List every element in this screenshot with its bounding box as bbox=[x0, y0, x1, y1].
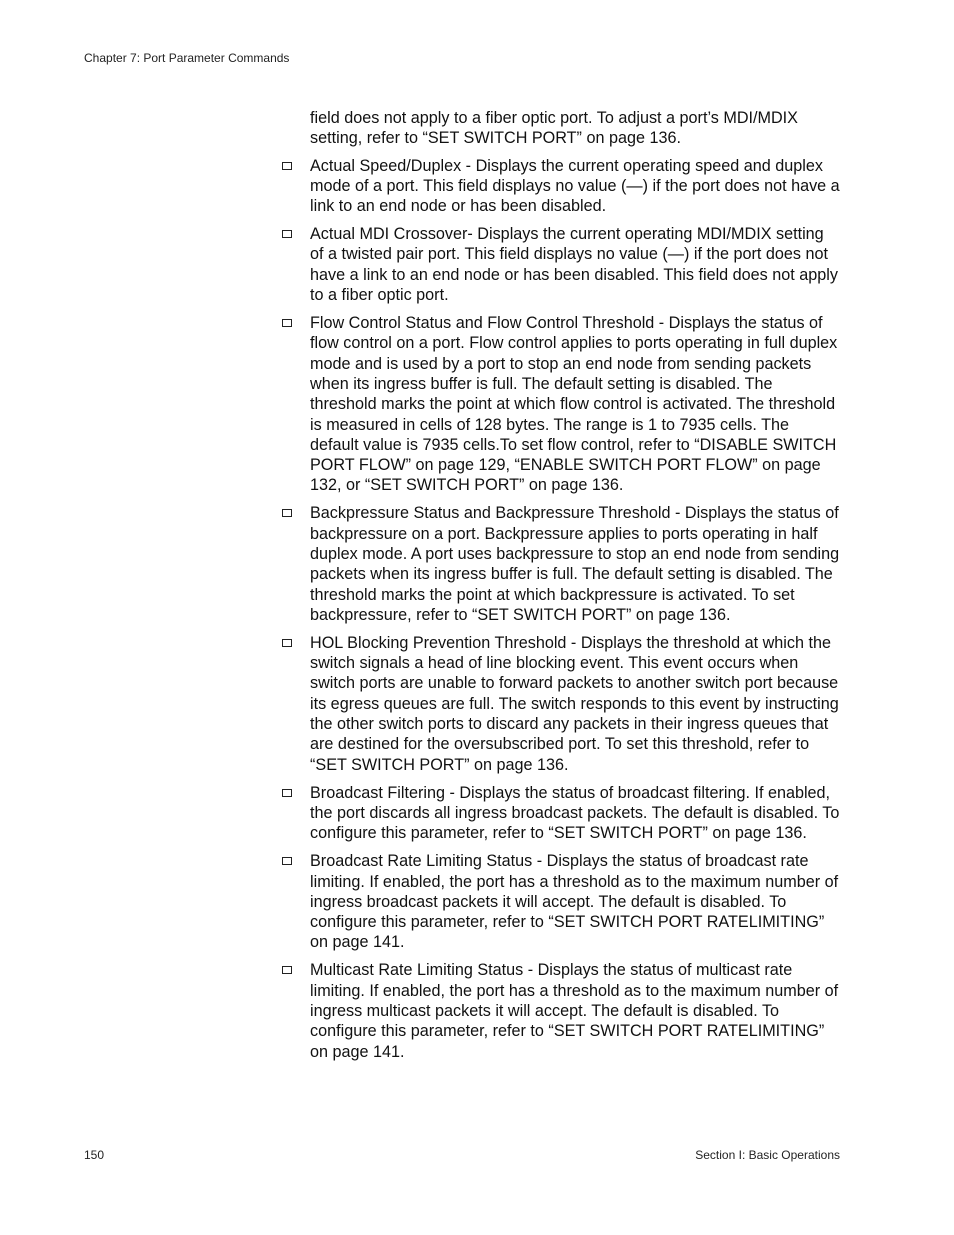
list-item bbox=[281, 224, 841, 305]
continuation-paragraph: field does not apply to a fiber optic port. To adjust a port’s MDI/MDIX setting, refer to “SET SWITCH PORT” on page 136. bbox=[310, 109, 798, 148]
footer-section-title: Section I: Basic Operations bbox=[695, 1148, 840, 1162]
running-header-chapter: Chapter 7: Port Parameter Commands bbox=[84, 51, 290, 65]
list-item bbox=[281, 503, 841, 625]
footer-page-number: 150 bbox=[84, 1148, 105, 1162]
parameter-list bbox=[281, 156, 841, 1062]
list-item-text: Actual MDI Crossover- Displays the current operating MDI/MDIX setting of a twisted pair port. This field displays no value (—) if the port does not have a link to an end node or has been disabled. This field does not apply to a fiber optic port. bbox=[310, 225, 838, 305]
list-item-text: Flow Control Status and Flow Control Threshold - Displays the status of flow control on a port. Flow control applies to ports operating in full duplex mode and is used by a port to stop an end node from sending packets when its ingress buffer is full. The default setting is disabled. The threshold marks the point at which flow control is activated. The threshold is measured in cells of 128 bytes. The range is 1 to 7935 cells. The default value is 7935 cells.To set flow control, refer to “DISABLE SWITCH PORT FLOW” on page 129, “ENABLE SWITCH PORT FLOW” on page 132, or “SET SWITCH PORT” on page 136. bbox=[310, 314, 838, 495]
checkbox-square-icon bbox=[282, 230, 292, 238]
list-item bbox=[281, 313, 841, 496]
list-item-text: Broadcast Rate Limiting Status - Displays the status of broadcast rate limiting. If enabled, the port has a threshold as to the maximum number of ingress broadcast packets it will accept. The default is disabled. To configure this parameter, refer to “SET SWITCH PORT RATELIMITING” on page 141. bbox=[310, 852, 839, 952]
document-body bbox=[281, 108, 841, 1070]
checkbox-square-icon bbox=[282, 966, 292, 974]
list-item bbox=[281, 633, 841, 775]
list-item-text: Broadcast Filtering - Displays the status of broadcast filtering. If enabled, the port discards all ingress broadcast packets. The default is disabled. To configure this parameter, refer to “SET SWITCH PORT” on page 136. bbox=[310, 783, 840, 843]
list-item-text: Backpressure Status and Backpressure Threshold - Displays the status of backpressure on a port. Backpressure applies to ports operating in half duplex mode. A port uses backpressure to stop an end node from sending packets when its ingress buffer is full. The default setting is disabled. The threshold marks the point at which backpressure is activated. To set backpressure, refer to “SET SWITCH PORT” on page 136. bbox=[310, 504, 840, 624]
list-item bbox=[281, 783, 841, 844]
list-item bbox=[281, 960, 841, 1061]
list-item-text: Multicast Rate Limiting Status - Displays the status of multicast rate limiting. If enabled, the port has a threshold as to the maximum number of ingress multicast packets it will accept. The default is disabled. To configure this parameter, refer to “SET SWITCH PORT RATELIMITING” on page 141. bbox=[310, 961, 839, 1061]
list-item bbox=[281, 156, 841, 217]
checkbox-square-icon bbox=[282, 789, 292, 797]
checkbox-square-icon bbox=[282, 857, 292, 865]
checkbox-square-icon bbox=[282, 319, 292, 327]
checkbox-square-icon bbox=[282, 639, 292, 647]
list-item-text: HOL Blocking Prevention Threshold - Displays the threshold at which the switch signals a head of line blocking event. This event occurs when switch ports are unable to forward packets to another switch port because its egress queues are full. The switch responds to this event by instructing the other switch ports to discard any packets in their ingress queues that are destined for the oversubscribed port. To set this threshold, refer to “SET SWITCH PORT” on page 136. bbox=[310, 633, 839, 774]
checkbox-square-icon bbox=[282, 509, 292, 517]
list-item bbox=[281, 851, 841, 952]
list-item-text: Actual Speed/Duplex - Displays the current operating speed and duplex mode of a port. This field displays no value (—) if the port does not have a link to an end node or has been disabled. bbox=[310, 156, 840, 216]
checkbox-square-icon bbox=[282, 162, 292, 170]
